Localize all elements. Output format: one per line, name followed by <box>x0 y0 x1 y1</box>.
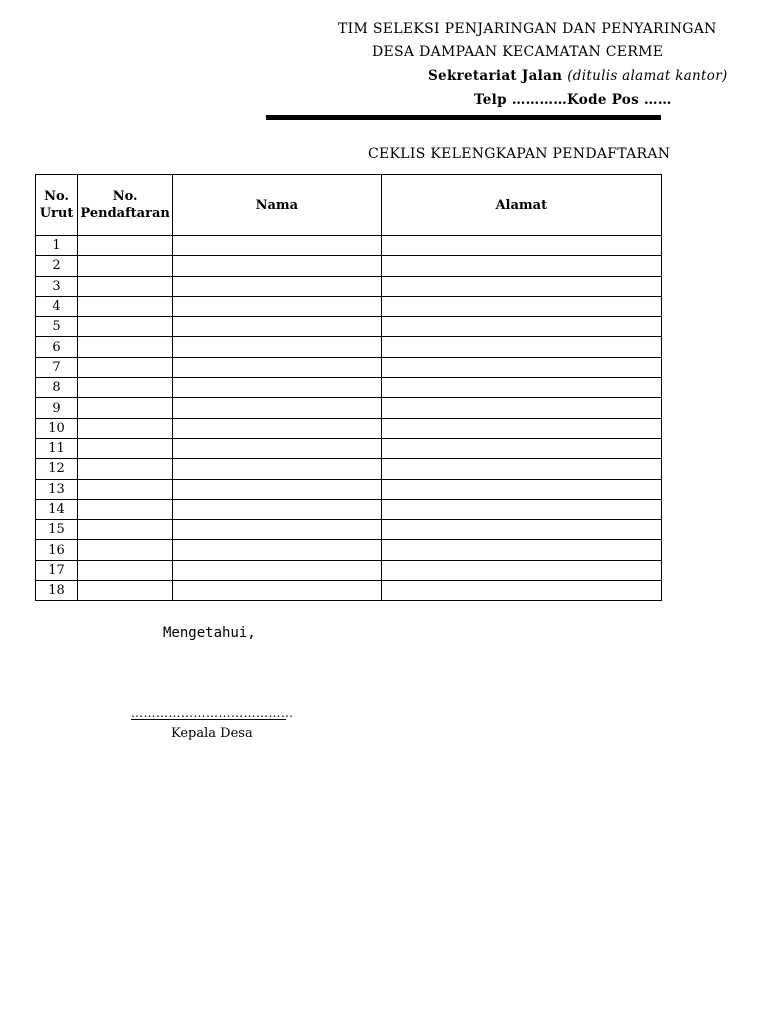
header-no-pendaftaran-line1: No. <box>112 189 138 204</box>
header-alamat: Alamat <box>381 175 661 236</box>
row-number-cell: 12 <box>36 459 78 479</box>
header-no-urut <box>36 175 78 236</box>
name-cell <box>173 479 381 499</box>
name-cell <box>173 438 381 458</box>
address-cell <box>381 418 661 438</box>
address-cell <box>381 459 661 479</box>
header-committee-title: TIM SELEKSI PENJARINGAN DAN PENYARINGAN <box>338 21 717 37</box>
table-row <box>36 418 662 438</box>
header-secretariat-address <box>428 68 728 84</box>
address-cell <box>381 540 661 560</box>
address-cell <box>381 560 661 580</box>
address-cell <box>381 357 661 377</box>
table-row <box>36 560 662 580</box>
row-number-cell: 16 <box>36 540 78 560</box>
registration-number-cell <box>78 560 173 580</box>
row-number-cell: 8 <box>36 378 78 398</box>
table-row <box>36 540 662 560</box>
table-row <box>36 236 662 256</box>
registration-number-cell <box>78 520 173 540</box>
registration-checklist-table <box>35 174 662 601</box>
table-row <box>36 276 662 296</box>
registration-number-cell <box>78 337 173 357</box>
table-row <box>36 256 662 276</box>
name-cell <box>173 499 381 519</box>
name-cell <box>173 398 381 418</box>
name-cell <box>173 357 381 377</box>
header-no-urut-line1: No. <box>44 189 69 204</box>
address-cell <box>381 256 661 276</box>
address-cell <box>381 337 661 357</box>
signature-line: ………………………………… <box>131 706 294 720</box>
header-phone-postcode: Telp …………Kode Pos …… <box>474 92 672 108</box>
table-row <box>36 499 662 519</box>
table-row <box>36 520 662 540</box>
header-nama: Nama <box>173 175 381 236</box>
name-cell <box>173 276 381 296</box>
row-number-cell: 9 <box>36 398 78 418</box>
table-row <box>36 357 662 377</box>
table-header-row <box>36 175 662 236</box>
name-cell <box>173 256 381 276</box>
document-title: CEKLIS KELENGKAPAN PENDAFTARAN <box>368 146 671 162</box>
address-cell <box>381 276 661 296</box>
name-cell <box>173 337 381 357</box>
name-cell <box>173 560 381 580</box>
registration-number-cell <box>78 256 173 276</box>
registration-number-cell <box>78 236 173 256</box>
table-row <box>36 479 662 499</box>
address-cell <box>381 296 661 316</box>
name-cell <box>173 581 381 601</box>
name-cell <box>173 378 381 398</box>
row-number-cell: 2 <box>36 256 78 276</box>
table-row <box>36 581 662 601</box>
name-cell <box>173 459 381 479</box>
row-number-cell: 17 <box>36 560 78 580</box>
name-cell <box>173 540 381 560</box>
name-cell <box>173 418 381 438</box>
table-row <box>36 378 662 398</box>
registration-number-cell <box>78 581 173 601</box>
registration-number-cell <box>78 438 173 458</box>
row-number-cell: 13 <box>36 479 78 499</box>
address-cell <box>381 479 661 499</box>
name-cell <box>173 296 381 316</box>
address-cell <box>381 520 661 540</box>
row-number-cell: 11 <box>36 438 78 458</box>
address-cell <box>381 438 661 458</box>
table-row <box>36 296 662 316</box>
registration-number-cell <box>78 479 173 499</box>
registration-number-cell <box>78 540 173 560</box>
header-village-name: DESA DAMPAAN KECAMATAN CERME <box>372 44 664 60</box>
table-row <box>36 459 662 479</box>
registration-number-cell <box>78 276 173 296</box>
row-number-cell: 10 <box>36 418 78 438</box>
address-cell <box>381 378 661 398</box>
registration-number-cell <box>78 296 173 316</box>
table-row <box>36 337 662 357</box>
registration-number-cell <box>78 357 173 377</box>
table-row <box>36 317 662 337</box>
header-no-urut-line2: Urut <box>39 206 74 221</box>
registration-number-cell <box>78 398 173 418</box>
row-number-cell: 14 <box>36 499 78 519</box>
acknowledged-label: Mengetahui, <box>163 625 256 641</box>
row-number-cell: 4 <box>36 296 78 316</box>
village-head-label: Kepala Desa <box>171 726 253 741</box>
row-number-cell: 15 <box>36 520 78 540</box>
table-body <box>36 236 662 601</box>
registration-number-cell <box>78 378 173 398</box>
address-cell <box>381 499 661 519</box>
row-number-cell: 7 <box>36 357 78 377</box>
address-cell <box>381 581 661 601</box>
row-number-cell: 3 <box>36 276 78 296</box>
name-cell <box>173 236 381 256</box>
row-number-cell: 18 <box>36 581 78 601</box>
address-cell <box>381 236 661 256</box>
name-cell <box>173 520 381 540</box>
registration-number-cell <box>78 499 173 519</box>
row-number-cell: 6 <box>36 337 78 357</box>
registration-number-cell <box>78 459 173 479</box>
row-number-cell: 5 <box>36 317 78 337</box>
name-cell <box>173 317 381 337</box>
header-no-pendaftaran <box>78 175 173 236</box>
table-row <box>36 438 662 458</box>
header-divider-line <box>266 115 661 120</box>
address-cell <box>381 398 661 418</box>
address-cell <box>381 317 661 337</box>
registration-number-cell <box>78 418 173 438</box>
table-row <box>36 398 662 418</box>
row-number-cell: 1 <box>36 236 78 256</box>
registration-number-cell <box>78 317 173 337</box>
header-no-pendaftaran-line2: Pendaftaran <box>80 206 170 221</box>
secretariat-label: Sekretariat Jalan <box>428 68 568 84</box>
secretariat-address-note: (ditulis alamat kantor) <box>567 68 728 84</box>
